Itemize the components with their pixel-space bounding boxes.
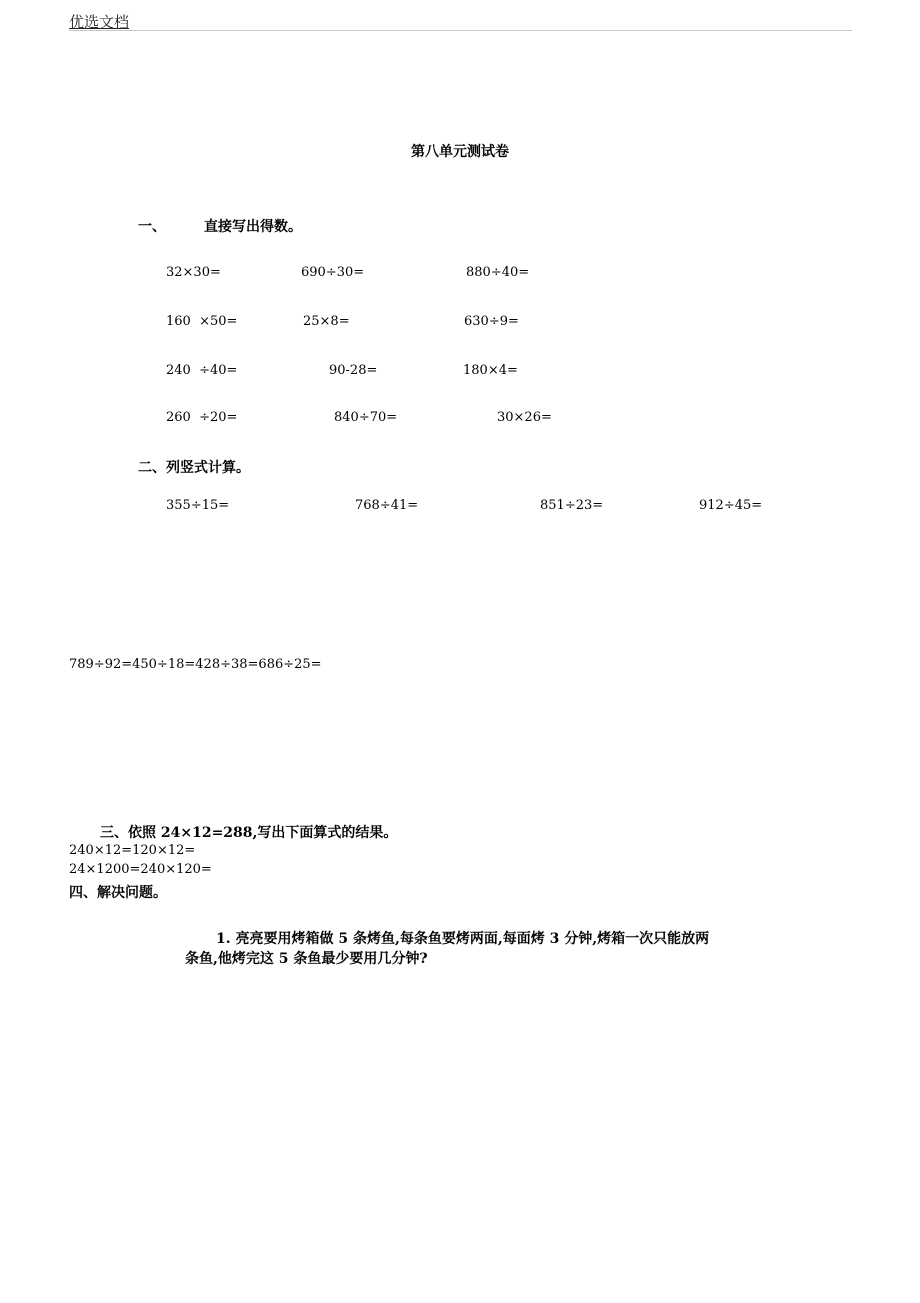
section3-heading: 三、依照 24×12=288,写出下面算式的结果。 [100,825,398,841]
calc-item: 260 ÷20= [166,410,238,425]
calc-item: 25×8= [303,314,350,329]
section1-heading: 直接写出得数。 [204,219,302,235]
page-header: 优选文档 [69,13,130,31]
header-rule [69,30,852,31]
calc-item: 160 ×50= [166,314,238,329]
section3-line: 24×1200=240×120= [69,862,212,877]
calc-item: 32×30= [166,265,221,280]
section3-line: 240×12=120×12= [69,843,196,858]
problem-1-line1: 1. 亮亮要用烤箱做 5 条烤鱼,每条鱼要烤两面,每面烤 3 分钟,烤箱一次只能放两 [216,931,710,947]
section4-heading: 四、解决问题。 [69,885,167,901]
section1-number: 一、 [138,219,166,235]
calc-item: 90-28= [329,363,378,378]
vertical-calc-item: 768÷41= [355,498,419,513]
vertical-calc-item: 355÷15= [166,498,230,513]
section2-heading: 二、列竖式计算。 [138,460,250,476]
calc-item: 690÷30= [301,265,365,280]
problem-1-line2: 条鱼,他烤完这 5 条鱼最少要用几分钟? [185,951,428,967]
calc-item: 180×4= [463,363,518,378]
vertical-calc-item: 851÷23= [540,498,604,513]
page-title: 第八单元测试卷 [411,144,509,160]
calc-item: 30×26= [497,410,552,425]
calc-item: 840÷70= [334,410,398,425]
calc-item: 630÷9= [464,314,519,329]
calc-item: 880÷40= [466,265,530,280]
vertical-calc-item: 912÷45= [699,498,763,513]
calc-item: 240 ÷40= [166,363,238,378]
vertical-calc-row: 789÷92=450÷18=428÷38=686÷25= [69,657,322,672]
